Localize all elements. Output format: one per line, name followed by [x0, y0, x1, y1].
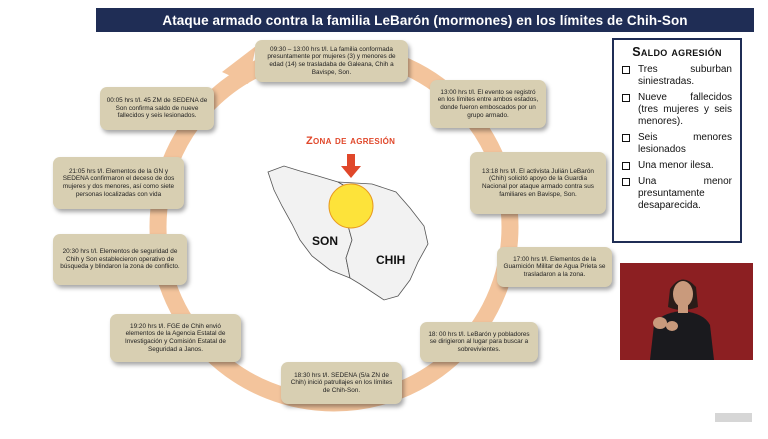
event-box: 09:30 – 13:00 hrs t/l. La familia conformada presuntamente por mujeres (3) y menores de edad (14) se trasladaba de Galeana, Chih a Bavispe, Son. — [255, 40, 408, 82]
chih-label: CHIH — [376, 253, 406, 267]
checkbox-square-icon — [622, 94, 630, 102]
event-box: 18: 00 hrs t/l. LeBarón y pobladores se dirigieron al lugar para buscar a sobrevivientes. — [420, 322, 538, 362]
checkbox-square-icon — [622, 66, 630, 74]
interpreter-figure-icon — [620, 263, 753, 360]
footer-tab — [715, 413, 752, 422]
checkbox-square-icon — [622, 162, 630, 170]
checkbox-square-icon — [622, 178, 630, 186]
event-box: 20:30 hrs t/l. Elementos de seguridad de Chih y Son establecieron operativo de búsqueda y blindaron la zona de conflicto. — [53, 234, 187, 285]
event-box: 19:20 hrs t/l. FGE de Chih envió elementos de la Agencia Estatal de Investigación y Comisión Estatal de Seguridad a Janos. — [110, 314, 241, 362]
page-title: Ataque armado contra la familia LeBarón (mormones) en los límites de Chih-Son — [96, 8, 754, 32]
son-label: SON — [312, 234, 339, 248]
event-box: 13:00 hrs t/l. El evento se registró en los límites entre ambos estados, donde fueron emboscados por un grupo armado. — [430, 80, 546, 128]
list-item: Seis menores lesionados — [622, 132, 732, 156]
zone-arrow-icon — [341, 154, 361, 178]
aggression-zone-circle — [329, 184, 373, 228]
event-box: 21:05 hrs t/l. Elementos de la GN y SEDENA confirmaron el deceso de dos mujeres y dos menores, así como siete personas localizadas con vida — [53, 157, 184, 209]
checkbox-square-icon — [622, 134, 630, 142]
event-box: 00:05 hrs t/l. 45 ZM de SEDENA de Son confirma saldo de nueve fallecidos y seis lesionados. — [100, 87, 214, 130]
saldo-list — [622, 64, 732, 212]
saldo-panel — [612, 38, 742, 243]
list-item: Tres suburban siniestradas. — [622, 64, 732, 88]
event-box: 17:00 hrs t/l. Elementos de la Guarnición Militar de Agua Prieta se trasladaron a la zona. — [497, 247, 612, 287]
event-box: 13:18 hrs t/l. El activista Julián LeBarón (Chih) solicitó apoyo de la Guardia Nacional por ataque armado contra sus familiares en Bavispe, Son. — [470, 152, 606, 214]
list-item: Una menor presuntamente desaparecida. — [622, 176, 732, 212]
event-box: 18:30 hrs t/l. SEDENA (5/a ZN de Chih) inició patrullajes en los límites de Chih-Son. — [281, 362, 402, 404]
list-item: Una menor ilesa. — [622, 160, 732, 172]
zone-label: Zona de agresión — [306, 135, 396, 147]
interpreter-video — [620, 263, 753, 360]
saldo-heading: Saldo agresión — [632, 45, 722, 59]
list-item: Nueve fallecidos (tres mujeres y seis menores). — [622, 92, 732, 128]
